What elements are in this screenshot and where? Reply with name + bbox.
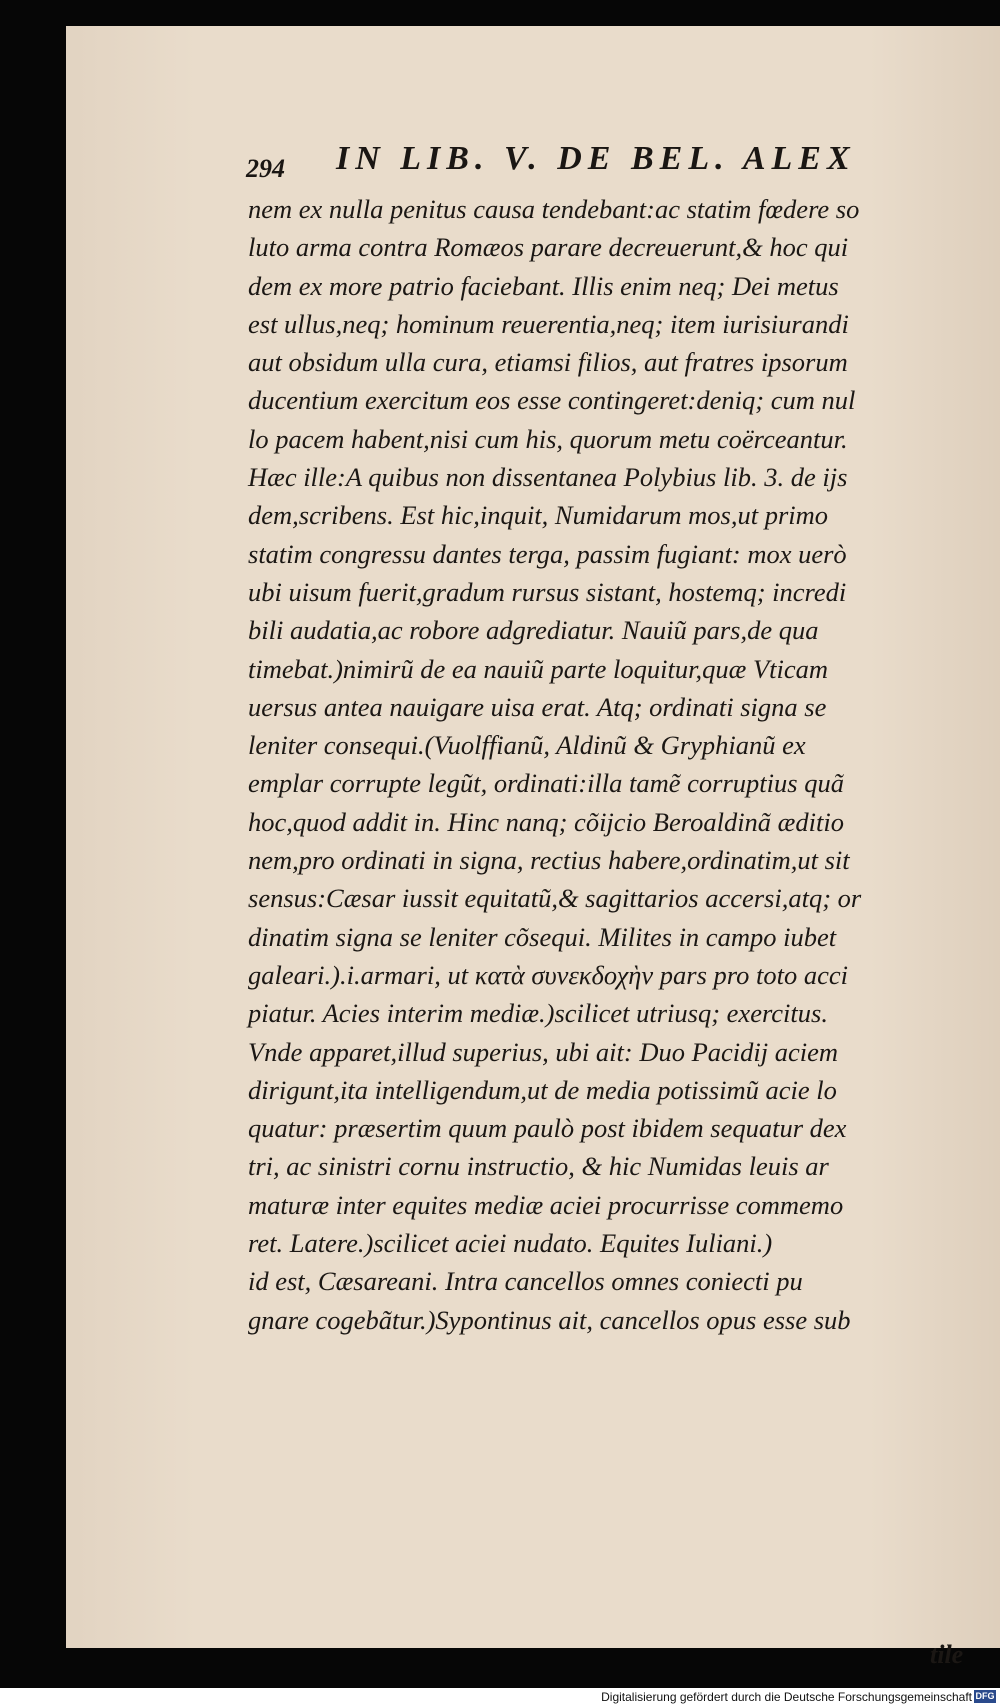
text-line: ubi uisum fuerit,gradum rursus sistant, hostemq; incredi (248, 576, 847, 607)
text-line: dirigunt,ita intelligendum,ut de media potissimũ acie lo (248, 1074, 837, 1105)
text-line: piatur. Acies interim mediæ.)scilicet utriusq; exercitus. (248, 998, 828, 1029)
text-line: quatur: præsertim quum paulò post ibidem sequatur dex (248, 1113, 847, 1144)
text-line: nem,pro ordinati in signa, rectius habere,ordinatim,ut sit (248, 845, 850, 876)
running-head: IN LIB. V. DE BEL. ALEX (336, 140, 856, 177)
text-line: statim congressu dantes terga, passim fugiant: mox uerò (248, 538, 847, 569)
page-number: 294 (246, 154, 285, 183)
text-line: Vnde apparet,illud superius, ubi ait: Duo Pacidij aciem (248, 1036, 839, 1067)
text-line: dem,scribens. Est hic,inquit, Numidarum mos,ut primo (248, 500, 829, 531)
body-text (248, 190, 960, 1339)
text-line: dinatim signa se leniter cõsequi. Milites in campo iubet (248, 921, 837, 952)
catchword: tile (930, 1640, 964, 1669)
text-line: timebat.)nimirũ de ea nauiũ parte loquitur,quæ Vticam (248, 653, 829, 684)
text-line: dem ex more patrio faciebant. Illis enim neq; Dei metus (248, 270, 839, 301)
text-line: lo pacem habent,nisi cum his, quorum metu coërceantur. (248, 423, 848, 454)
text-line: gnare cogebãtur.)Sypontinus ait, cancellos opus esse sub (248, 1304, 851, 1335)
text-line: tri, ac sinistri cornu instructio, & hic Numidas leuis ar (248, 1151, 829, 1182)
footer-credit: Digitalisierung gefördert durch die Deutsche Forschungsgemeinschaft (601, 1690, 972, 1704)
text-line: emplar corrupte legũt, ordinati:illa tamẽ corruptius quã (248, 768, 844, 799)
text-line: ducentium exercitum eos esse contingeret:deniq; cum nul (248, 385, 856, 416)
text-line: sensus:Cæsar iussit equitatũ,& sagittarios accersi,atq; or (248, 883, 862, 914)
text-line: nem ex nulla penitus causa tendebant:ac statim fœdere so (248, 194, 860, 224)
dfg-logo-icon: DFG (975, 1691, 995, 1701)
page-header (246, 140, 926, 188)
text-line: est ullus,neq; hominum reuerentia,neq; item iurisiurandi (248, 308, 849, 339)
text-line: maturæ inter equites mediæ aciei procurrisse commemo (248, 1189, 844, 1220)
footer-bar (0, 1688, 1000, 1706)
text-line: galeari.).i.armari, ut κατὰ συνεκδοχὴν pars pro toto acci (248, 959, 848, 990)
text-line: hoc,quod addit in. Hinc nanq; cõijcio Beroaldinã æditio (248, 806, 844, 837)
text-line: aut obsidum ulla cura, etiamsi filios, aut fratres ipsorum (248, 347, 848, 378)
text-line: luto arma contra Romæos parare decreuerunt,& hoc qui (248, 232, 849, 263)
text-line: bili audatia,ac robore adgrediatur. Nauiũ pars,de qua (248, 615, 819, 646)
text-line: leniter consequi.(Vuolffianũ, Aldinũ & Gryphianũ ex (248, 730, 806, 761)
text-line: Hæc ille:A quibus non dissentanea Polybius lib. 3. de ijs (248, 462, 848, 493)
text-line: ret. Latere.)scilicet aciei nudato. Equites Iuliani.) (248, 1228, 773, 1259)
text-line: uersus antea nauigare uisa erat. Atq; ordinati signa se (248, 691, 827, 722)
text-line: id est, Cæsareani. Intra cancellos omnes coniecti pu (248, 1266, 803, 1297)
